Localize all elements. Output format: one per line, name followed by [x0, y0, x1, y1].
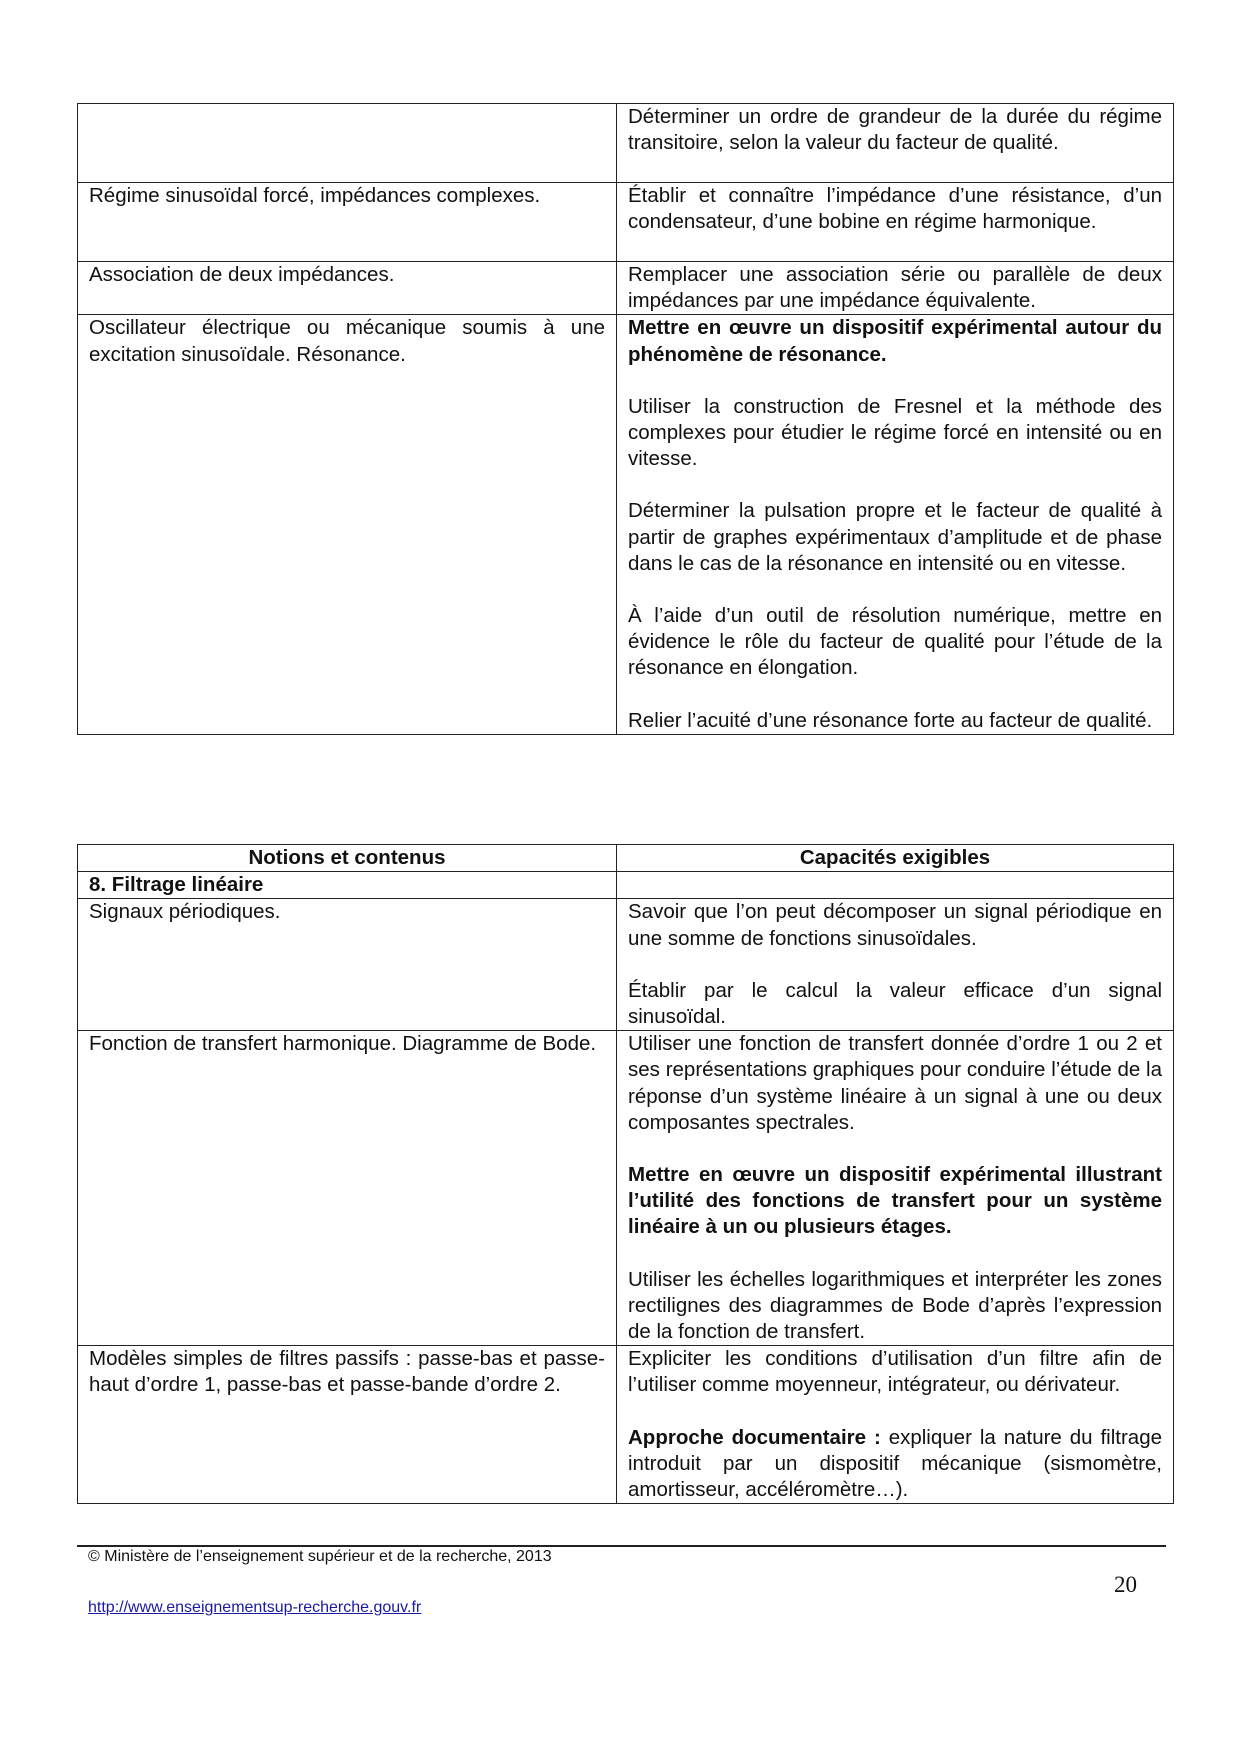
capacity-cell	[617, 315, 1174, 734]
table-row	[78, 315, 1174, 734]
notion-cell: Régime sinusoïdal forcé, impédances complexes.	[78, 183, 617, 262]
capacity-text: Établir par le calcul la valeur efficace d’un signal sinusoïdal.	[628, 978, 1162, 1029]
footer-url-link[interactable]: http://www.enseignementsup-recherche.gouv.fr	[88, 1599, 422, 1616]
capacity-cell	[617, 1031, 1174, 1346]
capacity-text: Déterminer un ordre de grandeur de la durée du régime transitoire, selon la valeur du facteur de qualité.	[628, 105, 1162, 155]
capacity-text: Établir et connaître l’impédance d’une résistance, d’un condensateur, d’une bobine en régime harmonique.	[628, 184, 1162, 234]
table-row	[78, 1031, 1174, 1346]
capacity-cell	[617, 1346, 1174, 1504]
capacity-text: expliquer la nature du filtrage introduit par un dispositif mécanique (sismomètre, amortisseur, accéléromètre…).	[628, 1425, 1163, 1502]
capacity-text: Utiliser la construction de Fresnel et la méthode des complexes pour étudier le régime forcé en intensité ou en vitesse.	[628, 394, 1162, 471]
page-number: 20	[1114, 1572, 1137, 1597]
capacity-text: Utiliser une fonction de transfert donnée d’ordre 1 ou 2 et ses représentations graphiques pour conduire l’étude de la réponse d’un système linéaire à un signal à une ou deux composantes spectrales.	[628, 1032, 1162, 1134]
capacity-text: Expliciter les conditions d’utilisation d’un filtre afin de l’utiliser comme moyenneur, intégrateur, ou dérivateur.	[628, 1347, 1162, 1397]
capacity-text: Remplacer une association série ou parallèle de deux impédances par une impédance équivalente.	[628, 263, 1162, 313]
capacity-text: Déterminer la pulsation propre et le facteur de qualité à partir de graphes expérimentaux d’amplitude et de phase dans le cas de la résonance en intensité ou en vitesse.	[628, 499, 1162, 575]
footer-divider	[77, 1545, 1166, 1547]
section-title: 8. Filtrage linéaire	[78, 872, 617, 899]
capacity-cell	[617, 262, 1174, 315]
table-header-row	[78, 845, 1174, 872]
table-row	[78, 1346, 1174, 1504]
capacity-text: Savoir que l’on peut décomposer un signal périodique en une somme de fonctions sinusoïdales.	[628, 900, 1162, 950]
notion-cell	[78, 104, 617, 183]
table-row	[78, 104, 1174, 183]
capacity-text-bold: Mettre en œuvre un dispositif expérimental illustrant l’utilité des fonctions de transfert pour un système linéaire à un ou plusieurs étages.	[628, 1163, 1162, 1239]
program-table-continued	[77, 103, 1174, 735]
capacity-cell	[617, 104, 1174, 183]
capacity-cell	[617, 183, 1174, 262]
approach-label: Approche documentaire :	[628, 1425, 881, 1449]
notion-cell: Fonction de transfert harmonique. Diagramme de Bode.	[78, 1031, 617, 1346]
capacity-cell	[617, 899, 1174, 1031]
empty-cell	[617, 872, 1174, 899]
capacity-paragraph	[628, 1425, 1162, 1504]
table-row	[78, 183, 1174, 262]
table-row	[78, 262, 1174, 315]
column-header-notions: Notions et contenus	[78, 845, 617, 872]
program-table-filtrage	[77, 844, 1174, 1504]
notion-cell: Modèles simples de filtres passifs : passe-bas et passe-haut d’ordre 1, passe-bas et passe-bande d’ordre 2.	[78, 1346, 617, 1504]
table-row	[78, 899, 1174, 1031]
footer-copyright: © Ministère de l’enseignement supérieur et de la recherche, 2013	[88, 1548, 552, 1565]
capacity-text: Utiliser les échelles logarithmiques et interpréter les zones rectilignes des diagrammes de Bode d’après l’expression de la fonction de transfert.	[628, 1267, 1162, 1344]
capacity-text: Relier l’acuité d’une résonance forte au facteur de qualité.	[628, 708, 1153, 732]
section-row	[78, 872, 1174, 899]
capacity-text-bold: Mettre en œuvre un dispositif expérimental autour du phénomène de résonance.	[628, 316, 1162, 366]
notion-cell: Association de deux impédances.	[78, 262, 617, 315]
column-header-capacites: Capacités exigibles	[617, 845, 1174, 872]
notion-cell: Oscillateur électrique ou mécanique soumis à une excitation sinusoïdale. Résonance.	[78, 315, 617, 734]
notion-cell: Signaux périodiques.	[78, 899, 617, 1031]
capacity-text: À l’aide d’un outil de résolution numérique, mettre en évidence le rôle du facteur de qualité pour l’étude de la résonance en élongation.	[628, 604, 1162, 680]
